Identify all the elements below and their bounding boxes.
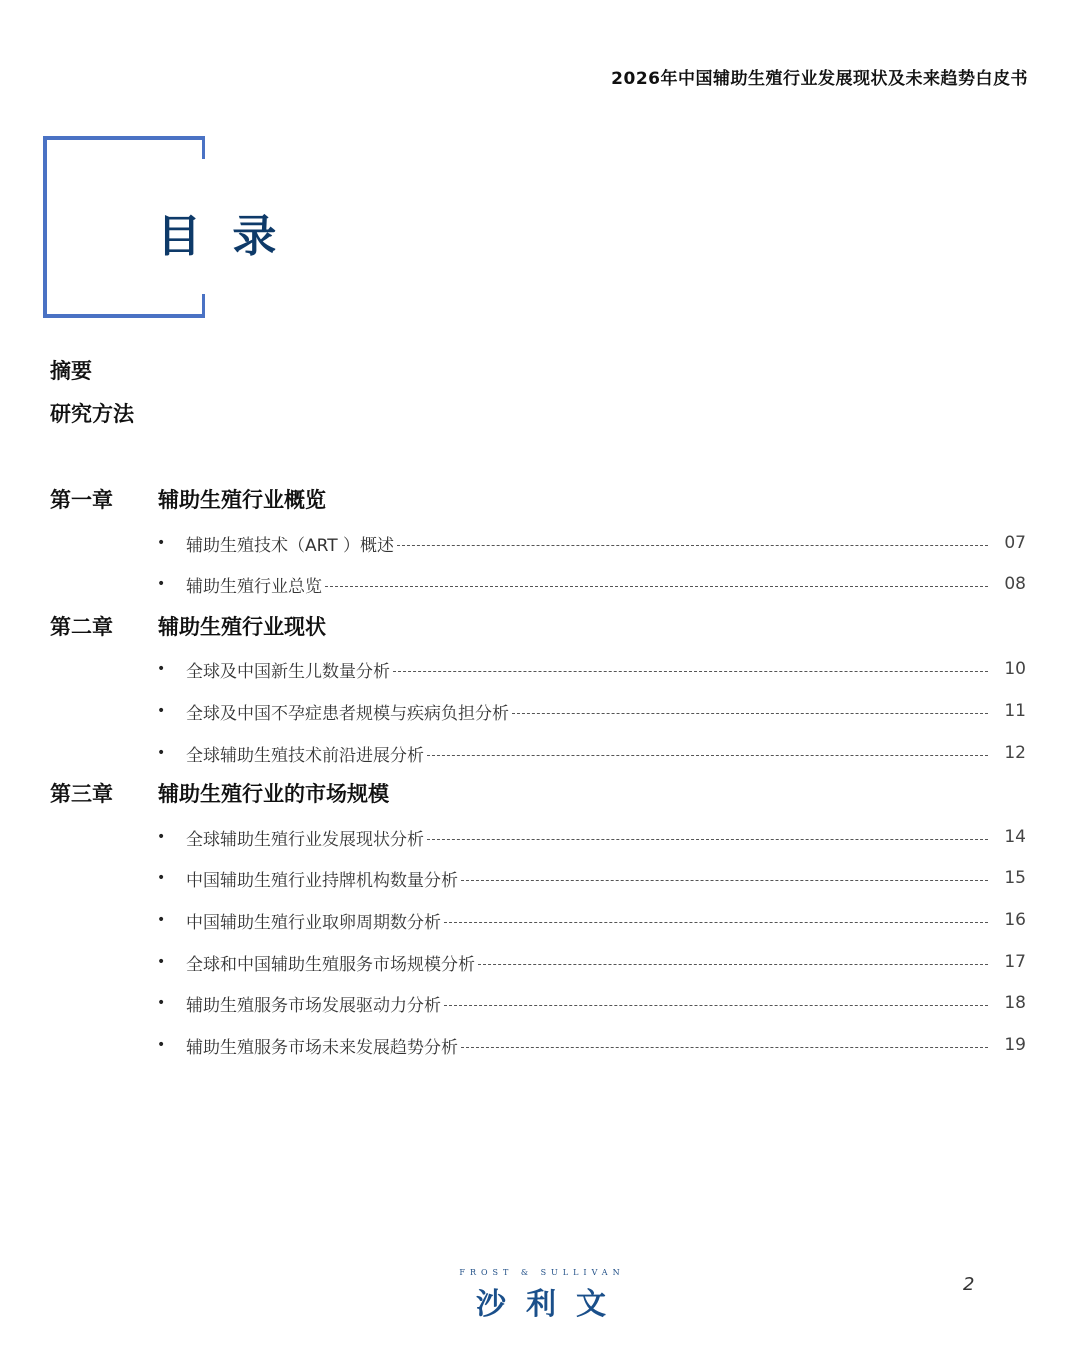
chapter-3-title[interactable]: 辅助生殖行业的市场规模	[158, 782, 389, 806]
toc-entry[interactable]	[156, 950, 1026, 974]
dotted-leader	[444, 1005, 988, 1006]
toc-entry[interactable]	[156, 991, 1026, 1015]
chapter-2-number: 第二章	[50, 615, 113, 639]
chapter-3-number: 第三章	[50, 782, 113, 806]
bullet-icon: •	[157, 912, 166, 928]
toc-entry-text: 辅助生殖服务市场未来发展趋势分析	[186, 1037, 458, 1058]
toc-entry[interactable]	[156, 699, 1026, 723]
dotted-leader	[461, 1047, 988, 1048]
dotted-leader	[393, 671, 988, 672]
toc-entry-text: 辅助生殖服务市场发展驱动力分析	[186, 995, 441, 1016]
bullet-icon: •	[157, 535, 166, 551]
toc-entry-page: 08	[1004, 574, 1026, 594]
dotted-leader	[461, 880, 988, 881]
toc-entry-text: 全球及中国不孕症患者规模与疾病负担分析	[186, 703, 509, 724]
toc-entry-text: 全球辅助生殖行业发展现状分析	[186, 829, 424, 850]
toc-methodology-link[interactable]: 研究方法	[50, 402, 134, 426]
bullet-icon: •	[157, 954, 166, 970]
toc-entry-text: 全球辅助生殖技术前沿进展分析	[186, 745, 424, 766]
toc-entry-page: 10	[1004, 659, 1026, 679]
toc-entry-text: 中国辅助生殖行业取卵周期数分析	[186, 912, 441, 933]
toc-entry-text: 全球和中国辅助生殖服务市场规模分析	[186, 954, 475, 975]
dotted-leader	[427, 755, 988, 756]
logo-chinese-text: 沙利文	[476, 1287, 626, 1322]
bullet-icon: •	[157, 1037, 166, 1053]
toc-entry-page: 11	[1004, 701, 1026, 721]
toc-entry[interactable]	[156, 1033, 1026, 1057]
dotted-leader	[444, 922, 988, 923]
document-title: 2026年中国辅助生殖行业发展现状及未来趋势白皮书	[611, 69, 1028, 89]
toc-entry-text: 中国辅助生殖行业持牌机构数量分析	[186, 870, 458, 891]
dotted-leader	[325, 586, 988, 587]
toc-entry-page: 19	[1004, 1035, 1026, 1055]
chapter-2-title[interactable]: 辅助生殖行业现状	[158, 615, 326, 639]
page-number: 2	[963, 1274, 975, 1295]
toc-heading: 目 录	[157, 211, 285, 262]
toc-entry-page: 15	[1004, 868, 1026, 888]
toc-entry-page: 14	[1004, 827, 1026, 847]
toc-entry[interactable]	[156, 866, 1026, 890]
dotted-leader	[397, 545, 988, 546]
dotted-leader	[512, 713, 988, 714]
toc-entry-page: 17	[1004, 952, 1026, 972]
toc-entry-text: 辅助生殖技术（ART ）概述	[186, 535, 394, 556]
dotted-leader	[427, 839, 988, 840]
dotted-leader	[478, 964, 988, 965]
bullet-icon: •	[157, 703, 166, 719]
toc-entry[interactable]	[156, 531, 1026, 555]
bullet-icon: •	[157, 995, 166, 1011]
frost-sullivan-logo	[452, 1268, 632, 1323]
logo-english-text: FROST & SULLIVAN	[459, 1268, 625, 1277]
toc-entry-page: 07	[1004, 533, 1026, 553]
toc-entry[interactable]	[156, 741, 1026, 765]
toc-entry[interactable]	[156, 825, 1026, 849]
toc-entry-page: 12	[1004, 743, 1026, 763]
toc-entry[interactable]	[156, 572, 1026, 596]
toc-entry[interactable]	[156, 657, 1026, 681]
toc-abstract-link[interactable]: 摘要	[50, 359, 92, 383]
toc-entry-text: 全球及中国新生儿数量分析	[186, 661, 390, 682]
chapter-1-number: 第一章	[50, 488, 113, 512]
bullet-icon: •	[157, 576, 166, 592]
bullet-icon: •	[157, 829, 166, 845]
toc-entry-page: 16	[1004, 910, 1026, 930]
toc-entry-page: 18	[1004, 993, 1026, 1013]
bullet-icon: •	[157, 661, 166, 677]
bullet-icon: •	[157, 745, 166, 761]
toc-entry-text: 辅助生殖行业总览	[186, 576, 322, 597]
bullet-icon: •	[157, 870, 166, 886]
chapter-1-title[interactable]: 辅助生殖行业概览	[158, 488, 326, 512]
toc-entry[interactable]	[156, 908, 1026, 932]
